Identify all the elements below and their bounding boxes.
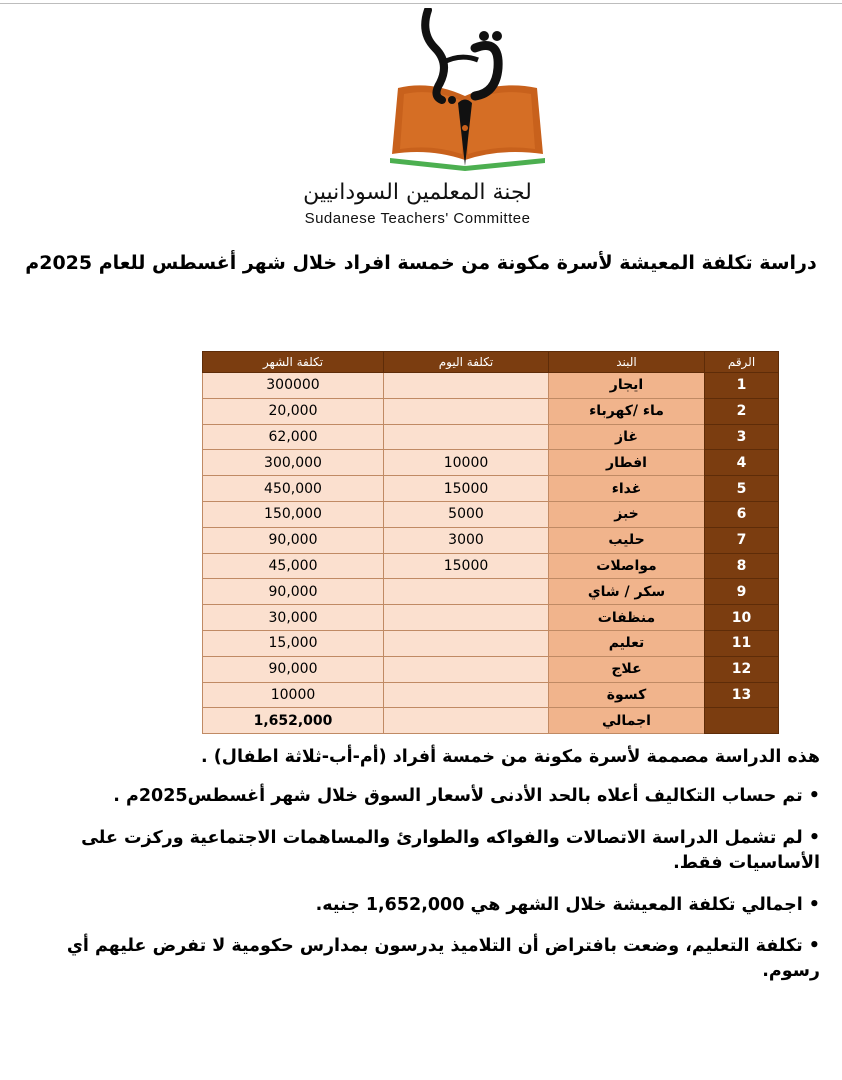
table-row <box>203 553 779 579</box>
table-row <box>203 424 779 450</box>
row-item: غداء <box>549 476 705 502</box>
table-total-row <box>203 708 779 734</box>
row-num: 9 <box>705 579 779 605</box>
row-month-cost: 15,000 <box>203 630 384 656</box>
table-row <box>203 682 779 708</box>
note-bullet: • لم تشمل الدراسة الاتصالات والفواكه والطوارئ والمساهمات الاجتماعية وركزت على الأساسيات فقط. <box>81 827 820 874</box>
row-num: 7 <box>705 527 779 553</box>
note-paragraph: هذه الدراسة مصممة لأسرة مكونة من خمسة أفراد (أم-أب-ثلاثة اطفال) . <box>201 747 820 767</box>
table-row <box>203 527 779 553</box>
row-num: 11 <box>705 630 779 656</box>
row-item: سكر / شاي <box>549 579 705 605</box>
row-month-cost: 62,000 <box>203 424 384 450</box>
total-month-cost: 1,652,000 <box>203 708 384 734</box>
row-month-cost: 90,000 <box>203 656 384 682</box>
row-month-cost: 30,000 <box>203 605 384 631</box>
row-month-cost: 450,000 <box>203 476 384 502</box>
row-day-cost <box>384 398 549 424</box>
row-day-cost: 5000 <box>384 501 549 527</box>
table-row <box>203 579 779 605</box>
row-day-cost: 10000 <box>384 450 549 476</box>
note-bullet: • تم حساب التكاليف أعلاه بالحد الأدنى لأسعار السوق خلال شهر أغسطس2025م . <box>113 786 820 807</box>
row-item: ماء /كهرباء <box>549 398 705 424</box>
row-month-cost: 90,000 <box>203 527 384 553</box>
table-row <box>203 630 779 656</box>
row-month-cost: 20,000 <box>203 398 384 424</box>
document-title: دراسة تكلفة المعيشة لأسرة مكونة من خمسة افراد خلال شهر أغسطس للعام 2025م <box>25 252 817 274</box>
row-num: 4 <box>705 450 779 476</box>
row-day-cost <box>384 605 549 631</box>
row-month-cost: 10000 <box>203 682 384 708</box>
row-item: خبز <box>549 501 705 527</box>
notes-section <box>20 745 820 1001</box>
row-day-cost <box>384 682 549 708</box>
row-month-cost: 45,000 <box>203 553 384 579</box>
table-row <box>203 656 779 682</box>
row-day-cost <box>384 579 549 605</box>
row-day-cost <box>384 630 549 656</box>
row-num: 3 <box>705 424 779 450</box>
row-num: 5 <box>705 476 779 502</box>
header-item: البند <box>549 352 705 373</box>
book-pen-logo-icon <box>380 8 555 178</box>
row-num <box>705 708 779 734</box>
row-day-cost <box>384 708 549 734</box>
table-header-row <box>203 352 779 373</box>
header-month-cost: تكلفة الشهر <box>203 352 384 373</box>
row-num: 1 <box>705 373 779 399</box>
table-row <box>203 501 779 527</box>
table-row <box>203 398 779 424</box>
row-item: ايجار <box>549 373 705 399</box>
row-day-cost <box>384 424 549 450</box>
row-day-cost: 3000 <box>384 527 549 553</box>
row-month-cost: 300000 <box>203 373 384 399</box>
header-num: الرقم <box>705 352 779 373</box>
row-month-cost: 90,000 <box>203 579 384 605</box>
table-row <box>203 605 779 631</box>
cost-table <box>202 351 779 734</box>
committee-logo <box>380 8 555 178</box>
row-item: غاز <box>549 424 705 450</box>
note-bullet: • تكلفة التعليم، وضعت بافتراض أن التلاميذ يدرسون بمدارس حكومية لا تفرض عليهم أي رسوم. <box>66 935 820 982</box>
row-num: 6 <box>705 501 779 527</box>
row-day-cost: 15000 <box>384 553 549 579</box>
table-row <box>203 373 779 399</box>
table-row <box>203 450 779 476</box>
org-name-arabic: لجنة المعلمين السودانيين <box>303 180 532 205</box>
row-num: 8 <box>705 553 779 579</box>
row-day-cost <box>384 656 549 682</box>
row-item: مواصلات <box>549 553 705 579</box>
row-month-cost: 150,000 <box>203 501 384 527</box>
row-item: حليب <box>549 527 705 553</box>
table-row <box>203 476 779 502</box>
row-month-cost: 300,000 <box>203 450 384 476</box>
row-day-cost: 15000 <box>384 476 549 502</box>
org-name-english: Sudanese Teachers' Committee <box>304 210 531 227</box>
row-item: افطار <box>549 450 705 476</box>
row-item: تعليم <box>549 630 705 656</box>
row-num: 2 <box>705 398 779 424</box>
row-num: 12 <box>705 656 779 682</box>
header-day-cost: تكلفة اليوم <box>384 352 549 373</box>
row-item: علاج <box>549 656 705 682</box>
row-num: 13 <box>705 682 779 708</box>
row-item: كسوة <box>549 682 705 708</box>
note-bullet: • اجمالي تكلفة المعيشة خلال الشهر هي 1,652,000 جنيه. <box>315 894 820 915</box>
top-rule <box>0 3 842 4</box>
row-num: 10 <box>705 605 779 631</box>
row-day-cost <box>384 373 549 399</box>
row-item: منظفات <box>549 605 705 631</box>
total-label: اجمالي <box>549 708 705 734</box>
